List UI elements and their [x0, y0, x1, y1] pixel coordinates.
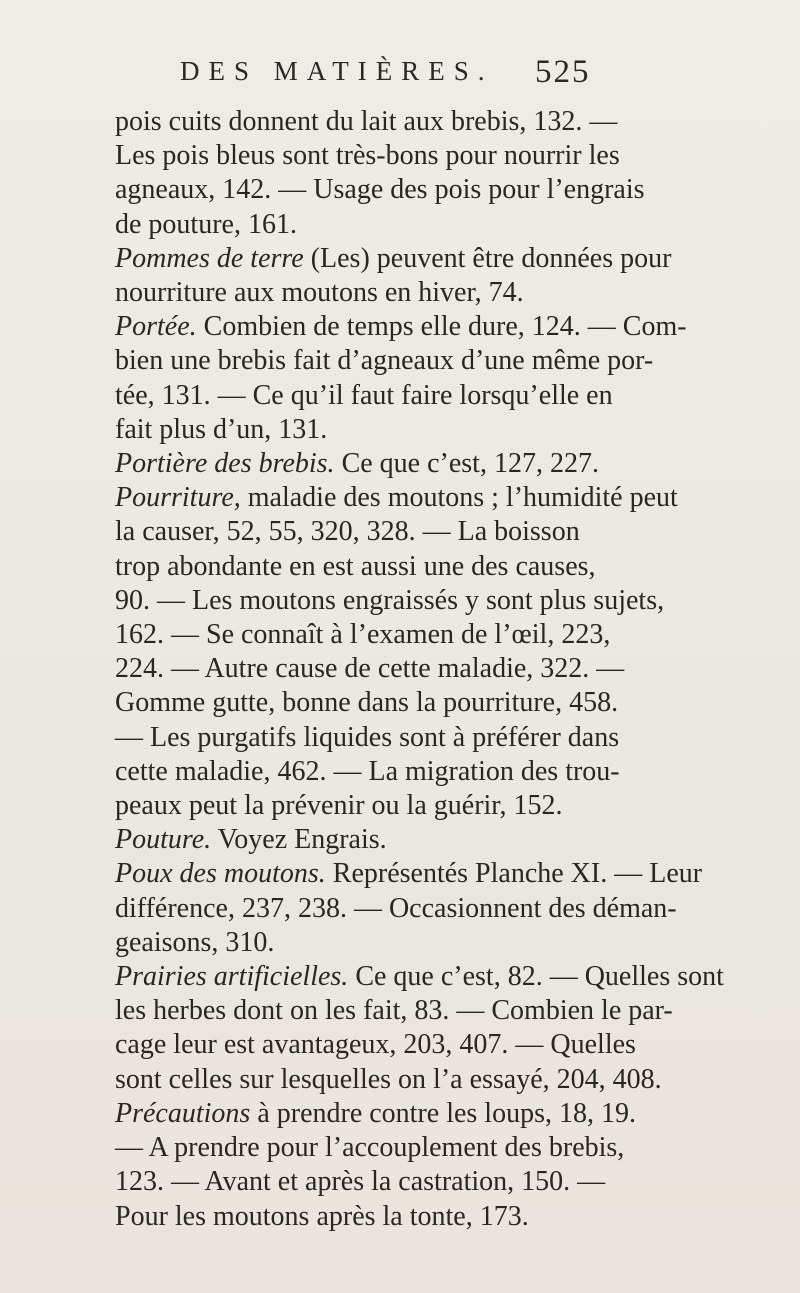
entry-line: Gomme gutte, bonne dans la pourriture, 458. [115, 687, 619, 719]
entry-line: (Les) peuvent être données pour [303, 242, 672, 274]
entry-keyword: Précautions [115, 1097, 251, 1129]
entry-keyword: Poux des moutons. [115, 858, 326, 890]
entry-keyword: Portière des brebis. [115, 448, 335, 480]
page-number: 525 [535, 54, 591, 90]
entry-line: cage leur est avantageux, 203, 407. — Quelles [115, 1029, 636, 1061]
entry-line: — Les purgatifs liquides sont à préférer dans [115, 721, 620, 753]
entry-line: bien une brebis fait d’agneaux d’une même por- [115, 345, 654, 377]
entry-line: nourriture aux moutons en hiver, 74. [115, 277, 524, 309]
entry-line: Combien de temps elle dure, 124. — Com- [196, 311, 687, 343]
entry-line: Les pois bleus sont très-bons pour nourrir les [115, 140, 620, 172]
index-entries [0, 105, 800, 1234]
entry-keyword: Prairies artificielles. [115, 961, 349, 993]
entry-keyword: Pourriture, [115, 482, 241, 514]
entry-line: geaisons, 310. [115, 926, 275, 958]
running-head-title: DES MATIÈRES. [180, 56, 494, 86]
index-entry-poux-des-moutons [0, 857, 740, 960]
entry-line: la causer, 52, 55, 320, 328. — La boisson [115, 516, 580, 548]
entry-line: 123. — Avant et après la castration, 150. — [115, 1166, 606, 1198]
entry-line: différence, 237, 238. — Occasionnent des déman- [115, 892, 677, 924]
entry-line: pois cuits donnent du lait aux brebis, 132. — [115, 106, 618, 137]
entry-keyword: Pommes de terre [115, 242, 304, 274]
entry-line: les herbes dont on les fait, 83. — Combien le par- [115, 995, 673, 1027]
entry-line: tée, 131. — Ce qu’il faut faire lorsqu’elle en [115, 379, 613, 411]
entry-line: peaux peut la prévenir ou la guérir, 152. [115, 790, 563, 822]
entry-line: trop abondante en est aussi une des causes, [115, 550, 596, 582]
index-entry-pouture [0, 823, 740, 857]
entry-line: Ce que c’est, 127, 227. [334, 448, 599, 480]
entry-line: Ce que c’est, 82. — Quelles sont [348, 961, 724, 993]
entry-line: maladie des moutons ; l’humidité peut [240, 482, 678, 514]
running-head [180, 54, 780, 102]
index-entry-prairies-artificielles [0, 960, 740, 1097]
entry-line: 224. — Autre cause de cette maladie, 322. — [115, 653, 625, 685]
entry-line: Représentés Planche XI. — Leur [325, 858, 703, 890]
entry-keyword: Portée. [115, 311, 197, 343]
entry-line: sont celles sur lesquelles on l’a essayé, 204, 408. [115, 1063, 662, 1095]
entry-line: fait plus d’un, 131. [115, 413, 328, 445]
entry-line: de pouture, 161. [115, 208, 297, 240]
entry-keyword: Pouture. [115, 824, 212, 856]
entry-line: cette maladie, 462. — La migration des trou- [115, 755, 620, 787]
index-entry-continuation [0, 105, 740, 242]
entry-line: agneaux, 142. — Usage des pois pour l’engrais [115, 174, 645, 206]
entry-line: 90. — Les moutons engraissés y sont plus sujets, [115, 584, 665, 616]
index-entry-portiere-des-brebis [0, 447, 740, 481]
entry-line: — A prendre pour l’accouplement des brebis, [115, 1132, 625, 1164]
index-entry-precautions [0, 1097, 740, 1234]
entry-line: 162. — Se connaît à l’examen de l’œil, 223, [115, 619, 611, 651]
entry-line: à prendre contre les loups, 18, 19. [250, 1097, 636, 1129]
entry-line: Pour les moutons après la tonte, 173. [115, 1200, 529, 1232]
index-entry-pommes-de-terre [0, 242, 740, 310]
index-entry-pourriture [0, 481, 740, 823]
index-entry-portee [0, 310, 740, 447]
entry-line: Voyez Engrais. [211, 824, 387, 856]
